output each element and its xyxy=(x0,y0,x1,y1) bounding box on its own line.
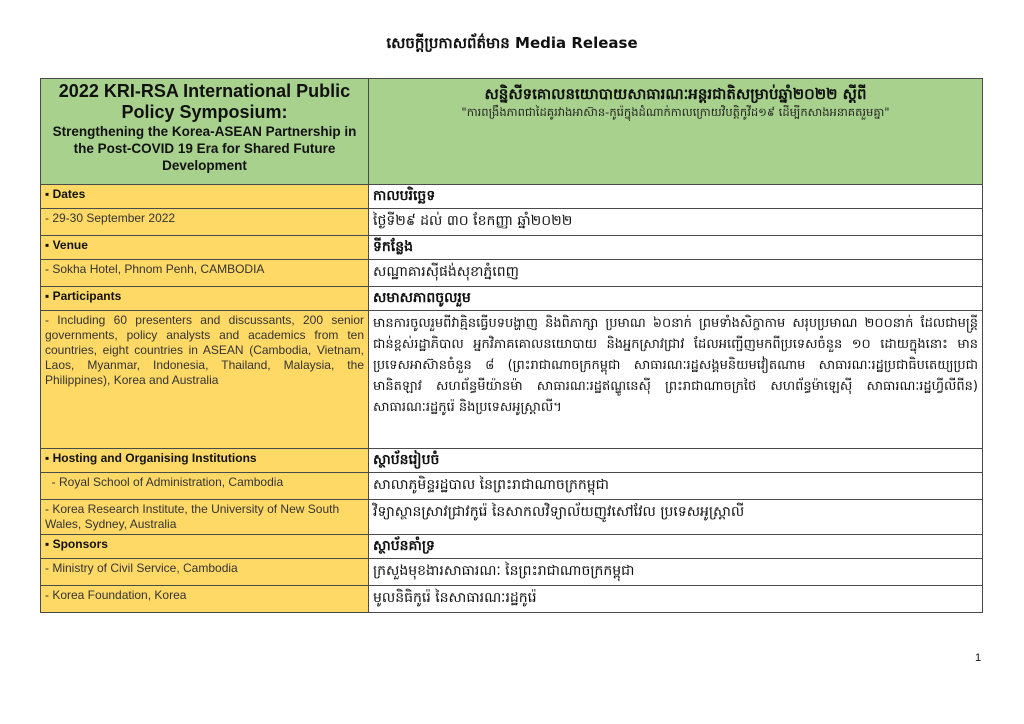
hosting-label-en: ▪ Hosting and Organising Institutions xyxy=(41,449,369,473)
hosting-value-2-km: វិទ្យាស្ថានស្រាវជ្រាវកូរ៉េ នៃសាកលវិទ្យាល័យញូវសៅវែល ប្រទេសអូស្រ្តាលី xyxy=(369,500,983,535)
sponsors-value-2-km: មូលនិធិកូរ៉េ នៃសាធារណៈរដ្ឋកូរ៉េ xyxy=(369,586,983,613)
venue-value-en: - Sokha Hotel, Phnom Penh, CAMBODIA xyxy=(41,260,369,287)
english-header-cell xyxy=(41,79,369,185)
participants-value-km: មានការចូលរួមពីវាគ្មិនធ្វើបទបង្ហាញ និងពិភាក្សា ប្រមាណ ៦០នាក់ ព្រមទាំងសិក្ខាកាម សរុបប្រមាណ ២០០នាក់ ដែលជាមន្ត្រីជាន់ខ្ពស់រដ្ឋាភិបាល អ្នកវិភាគគោលនយោបាយ និងអ្នកស្រាវជ្រាវ ដែលអញ្ជើញមកពីប្រទេសចំនួន ១០ ដោយក្នុងនោះ មានប្រទេសអាស៊ានចំនួន ៨ (ព្រះរាជាណាចក្រកម្ពុជា សាធារណៈរដ្ឋសង្គមនិយមវៀតណាម សាធារណៈរដ្ឋប្រជាធិបតេយ្យប្រជាមានិតឡាវ សហព័ន្ធមីយ៉ានម៉ា សាធារណៈរដ្ឋឥណ្ឌូនេស៊ី ព្រះរាជាណាចក្រថៃ សហព័ន្ធម៉ាឡេស៊ី សាធារណៈរដ្ឋហ្វីលីពីន) សាធារណៈរដ្ឋកូរ៉េ និងប្រទេសអូស្រ្តាលី។ xyxy=(369,311,983,449)
document-title: សេចក្តីប្រកាសព័ត៌មាន Media Release xyxy=(386,34,638,52)
hosting-value-2-en: - Korea Research Institute, the University of New South Wales, Sydney, Australia xyxy=(41,500,369,535)
symposium-subtitle-en: Strengthening the Korea-ASEAN Partnership in the Post-COVID 19 Era for Shared Future Development xyxy=(52,124,357,173)
venue-label-en: ▪ Venue xyxy=(41,236,369,260)
sponsors-value-2-en: - Korea Foundation, Korea xyxy=(41,586,369,613)
dates-value-en: - 29-30 September 2022 xyxy=(41,209,369,236)
symposium-title-km: សន្និសីទគោលនយោបាយសាធារណៈអន្តរជាតិសម្រាប់ឆ្នាំ២០២២ ស្តីពី xyxy=(484,85,867,103)
table-row xyxy=(41,209,983,236)
venue-label-km: ទីកន្លែង xyxy=(369,236,983,260)
table-row xyxy=(41,236,983,260)
table-row xyxy=(41,449,983,473)
participants-value-en: - Including 60 presenters and discussants, 200 senior governments, policy analysts and academics from ten countries, eight countries in ASEAN (Cambodia, Vietnam, Laos, Myanmar, Indonesia, Thailand, Malaysia, the Philippines), Korea and Australia xyxy=(41,311,369,449)
participants-label-en: ▪ Participants xyxy=(41,287,369,311)
table-row xyxy=(41,260,983,287)
khmer-header-cell xyxy=(369,79,983,185)
table-row xyxy=(41,311,983,449)
page-number: 1 xyxy=(975,652,982,664)
participants-label-km: សមាសភាពចូលរួម xyxy=(369,287,983,311)
dates-label-km: កាលបរិច្ឆេទ xyxy=(369,185,983,209)
hosting-value-1-km: សាលាភូមិន្ទរដ្ឋបាល នៃព្រះរាជាណាចក្រកម្ពុជា xyxy=(369,473,983,500)
venue-value-km: សណ្ឋាគារស៊ីផង់សុខាភ្នំពេញ xyxy=(369,260,983,287)
hosting-value-1-en: - Royal School of Administration, Cambodia xyxy=(41,473,369,500)
dates-label-en: ▪ Dates xyxy=(41,185,369,209)
table-row xyxy=(41,473,983,500)
sponsors-value-1-km: ក្រសួងមុខងារសាធារណៈ នៃព្រះរាជាណាចក្រកម្ពុជា xyxy=(369,559,983,586)
hosting-label-km: ស្ថាប័នរៀបចំ xyxy=(369,449,983,473)
header-row xyxy=(41,79,983,185)
table-row xyxy=(41,586,983,613)
sponsors-label-km: ស្ថាប័នគាំទ្រ xyxy=(369,535,983,559)
sponsors-value-1-en: - Ministry of Civil Service, Cambodia xyxy=(41,559,369,586)
media-release-table xyxy=(40,78,983,613)
symposium-subtitle-km: "ការពង្រឹងភាពជាដៃគូរវាងអាស៊ាន-កូរ៉េក្នុងដំណាក់កាលក្រោយវិបត្តិកូវីដ១៩ ដើម្បីកសាងអនាគតរួមគ្នា" xyxy=(461,105,890,119)
table-row xyxy=(41,559,983,586)
sponsors-label-en: ▪ Sponsors xyxy=(41,535,369,559)
symposium-title-en: 2022 KRI-RSA International Public Policy Symposium: xyxy=(58,81,351,122)
table-row xyxy=(41,535,983,559)
table-row xyxy=(41,185,983,209)
dates-value-km: ថ្ងៃទី២៩ ដល់ ៣០ ខែកញ្ញា ឆ្នាំ២០២២ xyxy=(369,209,983,236)
table-row xyxy=(41,287,983,311)
table-row xyxy=(41,500,983,535)
